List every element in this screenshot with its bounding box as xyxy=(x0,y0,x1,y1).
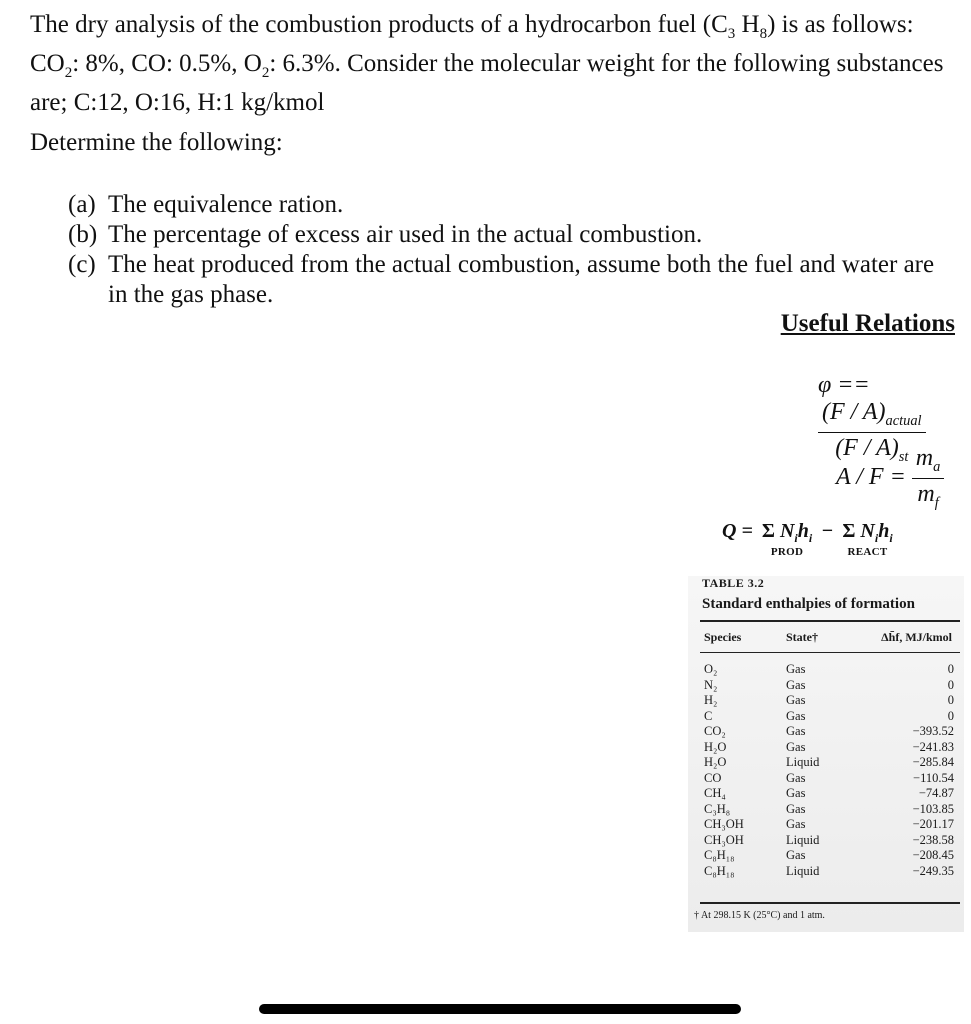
enthalpy-cell: −249.35 xyxy=(912,863,954,878)
fraction-numerator: $(F / A)_{actual}$ xyxy=(818,399,926,433)
state-cell: Gas xyxy=(786,677,806,692)
enthalpy-cell: −238.58 xyxy=(912,832,954,847)
fraction-denominator: $(F / A)_{st}$ xyxy=(835,434,909,465)
q-symbol: Q xyxy=(722,520,737,542)
table-row xyxy=(704,802,960,818)
enthalpy-cell: 0 xyxy=(947,662,954,676)
species-cell: C₃H₈ xyxy=(704,801,731,816)
state-cell: Gas xyxy=(786,693,806,707)
table-row xyxy=(704,709,960,725)
enthalpy-cell: −241.83 xyxy=(912,739,954,754)
enthalpy-cell: −74.87 xyxy=(918,786,954,800)
products-sum: Σ $N_ih_i$ PROD xyxy=(761,520,813,558)
enthalpy-table-image xyxy=(688,576,964,932)
enthalpy-cell: −208.45 xyxy=(912,848,954,862)
equals-sign: == xyxy=(837,372,870,398)
table-row xyxy=(704,693,960,709)
equals-sign: = xyxy=(889,463,906,490)
table-rule xyxy=(700,620,960,622)
useful-relations-heading: Useful Relations xyxy=(780,310,955,337)
question-part-a xyxy=(68,190,948,220)
state-cell: Gas xyxy=(786,739,806,754)
state-cell: Gas xyxy=(786,801,806,816)
state-cell: Gas xyxy=(786,786,806,800)
table-row xyxy=(704,817,960,833)
species-cell: N₂ xyxy=(704,677,718,692)
species-cell: C₈H₁₈ xyxy=(704,863,735,878)
table-title: Standard enthalpies of formation xyxy=(702,596,915,612)
table-body xyxy=(704,662,960,879)
state-cell: Liquid xyxy=(786,755,820,769)
table-rule xyxy=(700,902,960,904)
species-cell: H₂O xyxy=(704,739,727,754)
enthalpy-cell: −285.84 xyxy=(912,755,954,769)
heat-release-formula xyxy=(722,520,897,558)
species-cell: C xyxy=(704,708,713,723)
determine-heading: Determine the following: xyxy=(30,129,283,156)
table-rule xyxy=(700,652,960,653)
species-cell: CH₄ xyxy=(704,786,726,800)
table-number: TABLE 3.2 xyxy=(702,576,765,590)
state-cell: Gas xyxy=(786,848,806,862)
part-text: The percentage of excess air used in the actual combustion. xyxy=(108,221,703,248)
fraction-numerator: $m_a$ xyxy=(912,445,945,479)
table-row xyxy=(704,662,960,678)
home-indicator-bar[interactable] xyxy=(259,1004,741,1014)
enthalpy-cell: 0 xyxy=(947,677,954,692)
table-row xyxy=(704,786,960,802)
table-footnote: † At 298.15 K (25°C) and 1 atm. xyxy=(694,910,825,921)
enthalpy-cell: −103.85 xyxy=(912,801,954,816)
part-label: (b) xyxy=(68,221,98,248)
species-cell: CH₃OH xyxy=(704,817,744,831)
table-row xyxy=(704,755,960,771)
air-fuel-ratio-formula xyxy=(836,445,944,512)
af-fraction xyxy=(912,445,945,512)
column-header-enthalpy: Δh̄f, MJ/kmol xyxy=(881,630,952,644)
part-text: The heat produced from the actual combustion, assume both the fuel and water are in the gas phase. xyxy=(108,251,935,308)
problem-statement: The dry analysis of the combustion products of a hydrocarbon fuel ($C_3$ $H_8$) is as follows: $CO_2$: 8%, CO: 0.5%, $O_2$: 6.3%. Consider the molecular weight for the following substances are; C:12, O:16, H:1 kg/kmol xyxy=(30,11,944,116)
table-row xyxy=(704,848,960,864)
species-cell: CO₂ xyxy=(704,724,726,738)
part-text: The equivalence ration. xyxy=(108,191,344,218)
state-cell: Gas xyxy=(786,724,806,738)
state-cell: Gas xyxy=(786,817,806,831)
state-cell: Liquid xyxy=(786,832,820,847)
question-part-c xyxy=(68,250,948,310)
column-header-state: State† xyxy=(786,630,818,644)
sigma-symbol: Σ xyxy=(842,520,856,542)
enthalpy-cell: −201.17 xyxy=(912,817,954,831)
phi-symbol: φ xyxy=(818,372,832,398)
minus-sign: − xyxy=(821,520,834,542)
species-cell: H₂O xyxy=(704,755,727,769)
part-label: (c) xyxy=(68,251,96,278)
state-cell: Liquid xyxy=(786,863,820,878)
sum-subscript-prod: PROD xyxy=(770,546,804,558)
species-cell: CH₃OH xyxy=(704,832,744,847)
reactants-sum: Σ $N_ih_i$ REACT xyxy=(842,520,893,558)
table-row xyxy=(704,740,960,756)
sum-subscript-react: REACT xyxy=(847,546,888,558)
table-row xyxy=(704,833,960,849)
enthalpy-cell: −393.52 xyxy=(912,724,954,738)
species-cell: H₂ xyxy=(704,693,718,707)
species-cell: CO xyxy=(704,770,722,785)
fraction-denominator: $m_f$ xyxy=(917,480,939,511)
enthalpy-cell: −110.54 xyxy=(913,770,954,785)
state-cell: Gas xyxy=(786,708,806,723)
part-label: (a) xyxy=(68,191,96,218)
question-parts xyxy=(68,190,948,310)
species-cell: O₂ xyxy=(704,662,718,676)
state-cell: Gas xyxy=(786,770,806,785)
table-row xyxy=(704,864,960,880)
enthalpy-cell: 0 xyxy=(947,708,954,723)
state-cell: Gas xyxy=(786,662,806,676)
af-symbol: A / F xyxy=(836,463,884,490)
question-part-b xyxy=(68,220,948,250)
table-row xyxy=(704,724,960,740)
enthalpy-cell: 0 xyxy=(947,693,954,707)
table-row xyxy=(704,678,960,694)
equals-sign: = xyxy=(741,520,753,542)
table-row xyxy=(704,771,960,787)
column-header-species: Species xyxy=(704,630,742,644)
sigma-symbol: Σ xyxy=(761,520,775,542)
species-cell: C₈H₁₈ xyxy=(704,848,735,862)
